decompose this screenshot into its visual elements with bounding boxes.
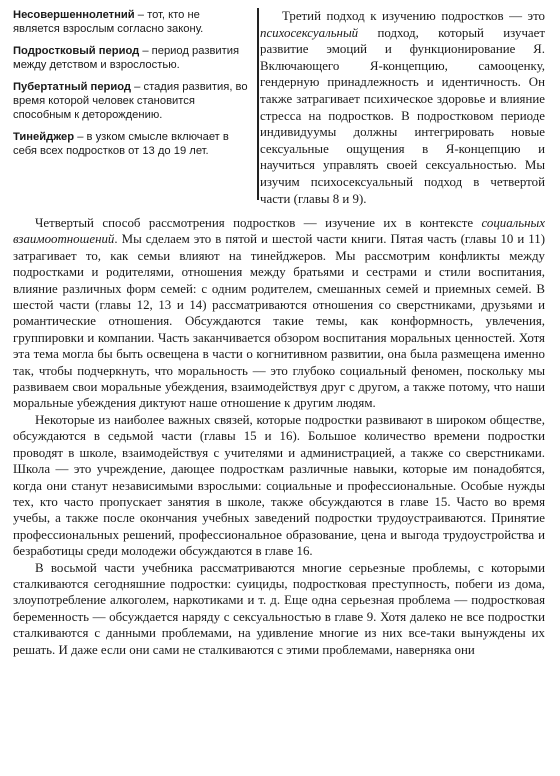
intro-paragraph <box>260 8 545 207</box>
paragraph-society: Некоторые из наиболее важных связей, которые подростки развивают в широком обществе, обсуждаются в седьмой части (главы 15 и 16). Большое количество времени подростки проводят в школе, взаимодействуя с учителями и администрацией, а также со сверстниками. Школа — это учреждение, дающее подросткам различные навыки, которые им понадобятся, когда они станут независимыми взрослыми: социальные и профессиональные. Особые нужды тех, кто часто пропускает занятия в школе, также обсуждаются в главе 15. Часто во время учебы, а также после окончания учебных заведений подростки трудоустраиваются. Принятие профессиональных решений, профессиональное образование, цена и выгода трудоустройства и безработицы среди молодежи обсуждаются в главе 16. <box>13 412 545 559</box>
main-text <box>13 215 545 658</box>
glossary-entry <box>13 8 249 37</box>
intro-italic-term: психосексуальный <box>260 25 359 40</box>
intro-text-end: подход, который изучает развитие эмоций и функционирование Я. Включающего Я-концепцию, самооценку, гендерную принадлежность и идентичность. Он также затрагивает психическое здоровье и влияние стресса на подростков. В подростковом периоде индивидуумы должны интегрировать новые сексуальные ощущения в Я-концепцию и научиться управлять своей сексуальностью. Мы изучим психосексуальный подход в четвертой части (главы 8 и 9). <box>260 25 545 206</box>
paragraph-social-relations <box>13 215 545 412</box>
paragraph-italic-term: социальных взаимоотношений <box>13 216 545 247</box>
glossary-entry <box>13 44 249 73</box>
paragraph-text-end: . Мы сделаем это в пятой и шестой части книги. Пятая часть (главы 10 и 11) затрагивает то, как семьи влияют на тинейджеров. Мы рассмотрим конфликты между подростками и родителями, отношения между братьями и сестрами и стили воспитания, влияние различных форм семей: с одним родителем, смешанных семей и приемных семей. В шестой части (главы 12, 13 и 14) рассматриваются отношения со сверстниками, друзьями и романтические отношения. Обсуждаются такие темы, как конформность, увлечения, группировки и компании. Часть заканчивается обзором воспитания моральных ценностей. Хотя эта тема могла бы быть освещена в части о когнитивном развитии, она была размещена именно так, чтобы подчеркнуть, что моральность — это глубоко социальный феномен, поскольку мы развиваем свои моральные убеждения, взаимодействуя друг с другом, а также потому, что наши моральные убеждения диктуют наше отношение к другим людям. <box>13 232 545 411</box>
intro-text-start: Третий подход к изучению подростков — это <box>282 9 545 23</box>
glossary-definition: – период развития между детством и взрослостью. <box>13 44 240 72</box>
glossary-definition: – в узком смысле включает в себя всех подростков от 13 до 19 лет. <box>13 130 229 158</box>
glossary-definition: – стадия развития, во время которой человек становится способным к деторождению. <box>13 80 248 122</box>
glossary-definition: – тот, кто не является взрослым согласно закону. <box>13 9 204 36</box>
paragraph-text-start: Четвертый способ рассмотрения подростков — изучение их в контексте <box>35 216 482 230</box>
glossary-term: Пубертатный период <box>13 80 132 93</box>
intro-column <box>260 8 545 207</box>
paragraph-problems: В восьмой части учебника рассматриваются многие серьезные проблемы, с которыми сталкиваются сегодняшние подростки: суициды, подростковая преступность, побеги из дома, злоупотребление алкоголем, наркотиками и т. д. Еще одна серьезная проблема — подростковая беременность — обсуждается наряду с сексуальностью в главе 9. Хотя далеко не все подростки сталкиваются с данными проблемами, на удивление многие из них все-таки вынуждены их решать. И даже если они сами не сталкиваются с этими проблемами, наверняка они <box>13 560 545 657</box>
glossary-term: Подростковый период <box>13 44 140 57</box>
glossary-term: Тинейджер <box>13 130 75 143</box>
glossary-term: Несовершеннолетний <box>13 9 135 21</box>
glossary-entry <box>13 130 249 159</box>
glossary-sidebar <box>13 8 259 200</box>
glossary-entry <box>13 80 249 123</box>
